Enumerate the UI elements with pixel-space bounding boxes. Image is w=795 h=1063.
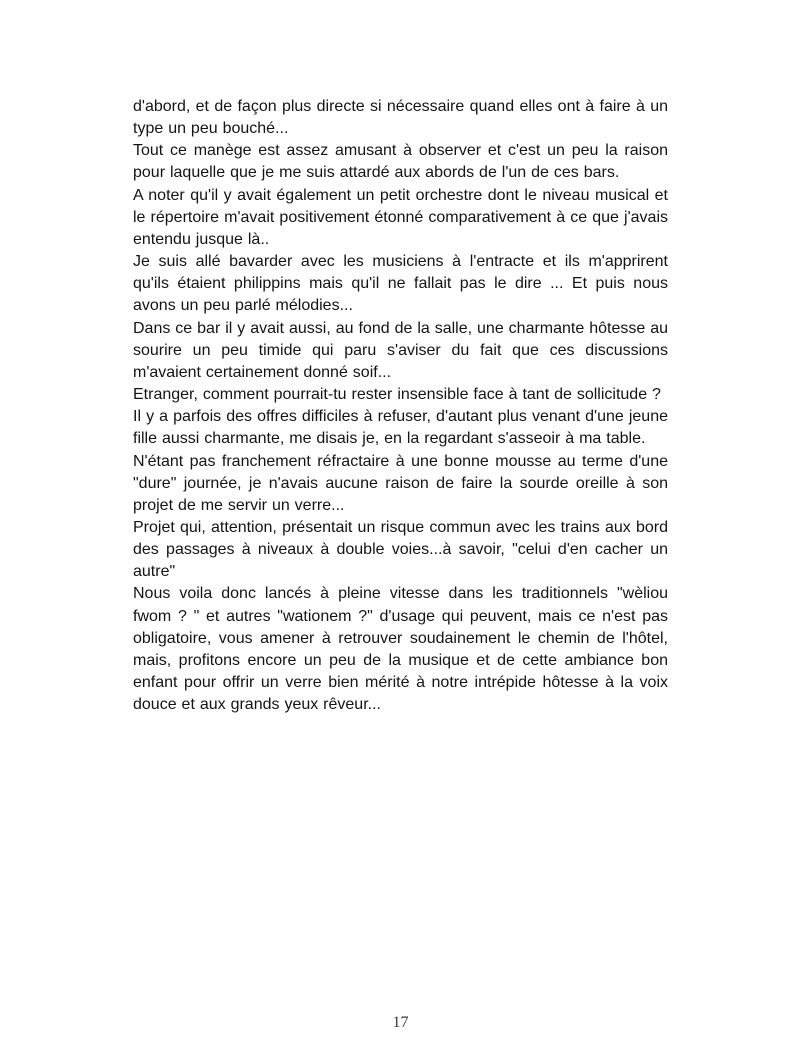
paragraph: d'abord, et de façon plus directe si nécessaire quand elles ont à faire à un type un peu bouché... <box>133 98 668 138</box>
page-number: 17 <box>392 1014 409 1031</box>
paragraph: Nous voila donc lancés à pleine vitesse dans les traditionnels "wèliou fwom ? " et autres "wationem ?" d'usage qui peuvent, mais ce n'est pas obligatoire, vous amener à retrouver soudainement le chemin de l'hôtel, mais, profitons encore un peu de la musique et de cette ambiance bon enfant pour offrir un verre bien mérité à notre intrépide hôtesse à la voix douce et aux grands yeux rêveur... <box>133 585 668 714</box>
paragraph: N'étant pas franchement réfractaire à une bonne mousse au terme d'une "dure" journée, je n'avais aucune raison de faire la sourde oreille à son projet de me servir un verre... <box>133 452 668 514</box>
paragraph: A noter qu'il y avait également un petit orchestre dont le niveau musical et le répertoire m'avait positivement étonné comparativement à ce que j'avais entendu jusque là.. <box>133 186 668 248</box>
paragraph: Projet qui, attention, présentait un risque commun avec les trains aux bord des passages à niveaux à double voies...à savoir, "celui d'en cacher un autre" <box>133 518 668 581</box>
paragraph: Je suis allé bavarder avec les musiciens à l'entracte et ils m'apprirent qu'ils étaient philippins mais qu'il ne fallait pas le dire ... Et puis nous avons un peu parlé mélodies... <box>133 253 668 315</box>
paragraph: Etranger, comment pourrait-tu rester insensible face à tant de sollicitude ? <box>133 386 661 404</box>
paragraph: Il y a parfois des offres difficiles à refuser, d'autant plus venant d'une jeune fille aussi charmante, me disais je, en la regardant s'asseoir à ma table. <box>133 408 668 448</box>
paragraph: Dans ce bar il y avait aussi, au fond de la salle, une charmante hôtesse au sourire un peu timide qui paru s'aviser du fait que ces discussions m'avaient certainement donné soif... <box>133 319 668 381</box>
page-footer <box>133 1014 668 1032</box>
body-text <box>133 96 668 716</box>
paragraph: Tout ce manège est assez amusant à observer et c'est un peu la raison pour laquelle que je me suis attardé aux abords de l'un de ces bars. <box>133 142 668 182</box>
